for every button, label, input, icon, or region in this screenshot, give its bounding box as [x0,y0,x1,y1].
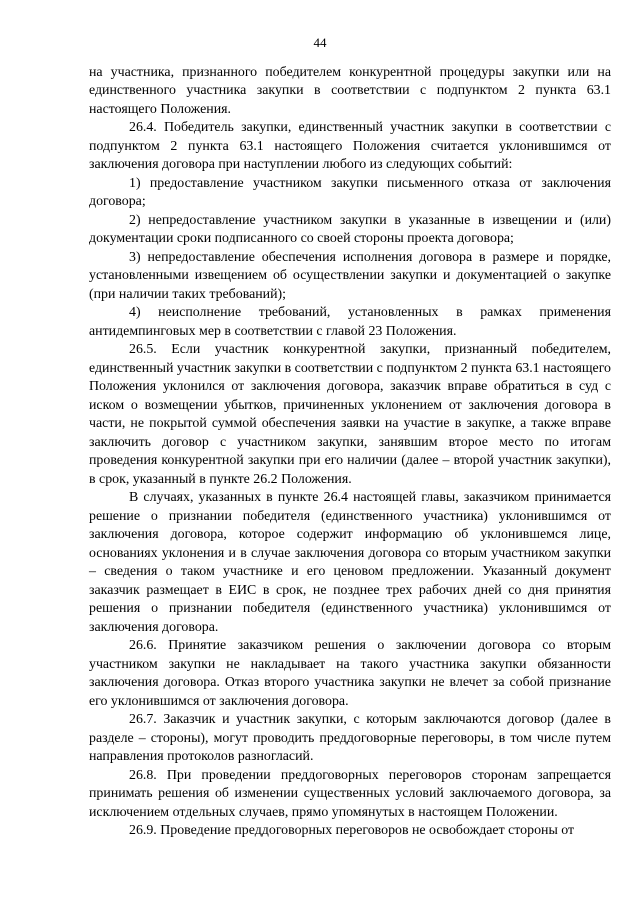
paragraph-continuation: на участника, признанного победителем конкурентной процедуры закупки или на единственного участника закупки в соответствии с подпунктом 2 пункта 63.1 настоящего Положения. [89,64,611,117]
body-text [89,64,611,841]
paragraph-26-9: 26.9. Проведение преддоговорных переговоров не освобождает стороны от [129,823,575,838]
page-number: 44 [313,35,327,50]
paragraph-26-8: 26.8. При проведении преддоговорных переговоров сторонам запрещается принимать решения об изменении существенных условий заключаемого договора, за исключением отдельных случаев, прямо упомянутых в настоящем Положении. [89,767,611,820]
list-item-4: 4) неисполнение требований, установленных в рамках применения антидемпинговых мер в соответствии с главой 23 Положения. [89,305,611,339]
list-item-3: 3) непредоставление обеспечения исполнения договора в размере и порядке, установленными извещением об осуществлении закупки и документацией о закупке (при наличии таких требований); [89,249,611,302]
paragraph-26-7: 26.7. Заказчик и участник закупки, с которым заключаются договор (далее в разделе – стороны), могут проводить преддоговорные переговоры, в том числе путем направления протоколов разногласий. [89,712,611,764]
list-item-2: 2) непредоставление участником закупки в указанные в извещении и (или) документации сроки подписанного со своей стороны проекта договора; [89,212,611,246]
paragraph-26-5: 26.5. Если участник конкурентной закупки, признанный победителем, единственный участник закупки в соответствии с подпунктом 2 пункта 63.1 настоящего Положения уклонился от заключения договора, заказчик вправе обратиться в суд с иском о возмещении убытков, причиненных уклонением от заключения договора в части, не покрытой суммой обеспечения заявки на участие в закупке, а также вправе заключить договор с участником закупки, занявшим второе место по итогам проведения конкурентной закупки при его наличии (далее – второй участник закупки), в срок, указанный в пункте 26.2 Положения. [89,342,611,487]
paragraph-26-4: 26.4. Победитель закупки, единственный участник закупки в соответствии с подпунктом 2 пункта 63.1 настоящего Положения считается уклонившимся от заключения договора при наступлении любого из следующих событий: [89,120,611,172]
list-item-1: 1) предоставление участником закупки письменного отказа от заключения договора; [89,175,611,209]
paragraph-cases: В случаях, указанных в пункте 26.4 настоящей главы, заказчиком принимается решение о признании победителя (единственного участника) уклонившимся от заключения договора, которое содержит информацию об уклонившемся лице, основаниях уклонения и в случае заключения договора со вторым участником закупки – сведения о таком участнике и его ценовом предложении. Указанный документ заказчик размещает в ЕИС в срок, не позднее трех рабочих дней со дня принятия решения о признании победителя (единственного участника) уклонившимся от заключения договора. [89,490,611,635]
paragraph-26-6: 26.6. Принятие заказчиком решения о заключении договора со вторым участником закупки не накладывает на такого участника закупки обязанности заключения договора. Отказ второго участника закупки не влечет за собой признание его уклонившимся от заключения договора. [89,638,611,709]
